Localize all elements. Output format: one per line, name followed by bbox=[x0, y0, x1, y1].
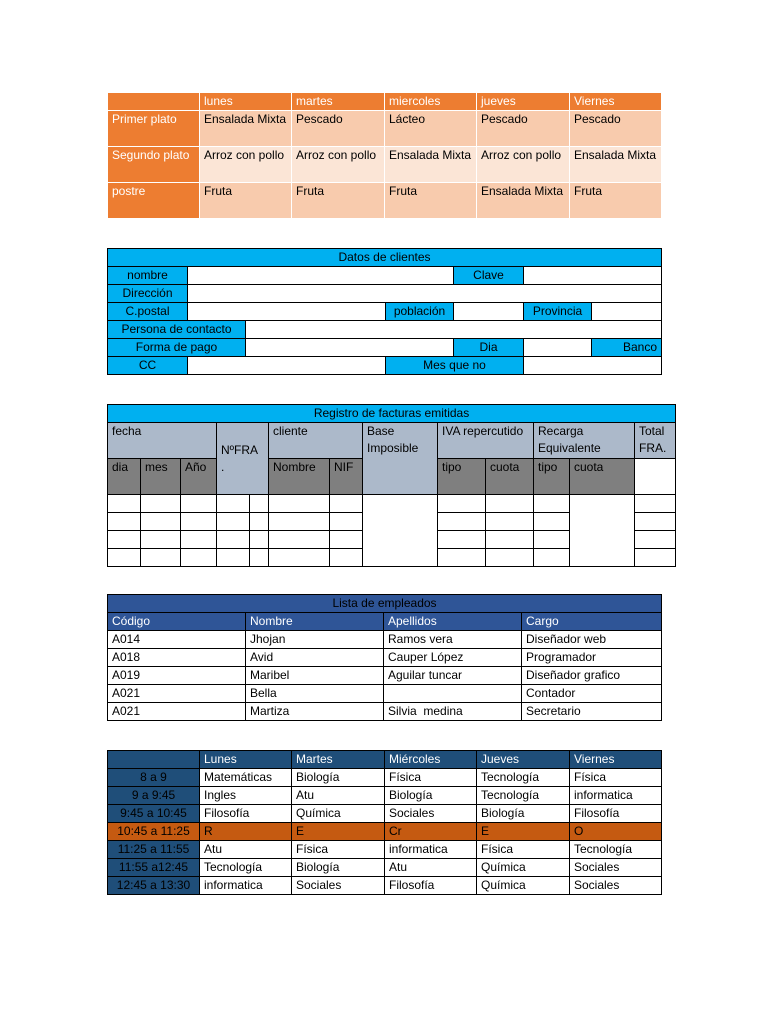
schedule-day-header: Martes bbox=[292, 751, 385, 769]
table-row bbox=[108, 787, 662, 805]
schedule-day-header: Miércoles bbox=[385, 751, 477, 769]
menu-row bbox=[108, 147, 662, 183]
cell[interactable] bbox=[141, 549, 181, 567]
employee-role: Contador bbox=[522, 685, 662, 703]
clients-banco-label: Banco bbox=[592, 339, 662, 357]
invoices-recarga-header: Recarga Equivalente bbox=[534, 423, 635, 459]
schedule-cell: Química bbox=[477, 877, 570, 895]
cell[interactable] bbox=[330, 549, 363, 567]
schedule-cell: Física bbox=[477, 841, 570, 859]
cell[interactable] bbox=[486, 531, 534, 549]
menu-cell: Lácteo bbox=[385, 111, 477, 147]
menu-cell: Arroz con pollo bbox=[200, 147, 292, 183]
cell[interactable] bbox=[438, 531, 486, 549]
menu-day-header: lunes bbox=[200, 93, 292, 111]
clients-nombre-field[interactable] bbox=[188, 267, 454, 285]
employee-surname: Aguilar tuncar bbox=[384, 667, 522, 685]
cell[interactable] bbox=[217, 549, 250, 567]
schedule-time: 12:45 a 13:30 bbox=[108, 877, 200, 895]
clients-provincia-label: Provincia bbox=[524, 303, 592, 321]
table-row bbox=[108, 859, 662, 877]
schedule-cell: E bbox=[292, 823, 385, 841]
schedule-cell: Filosofía bbox=[200, 805, 292, 823]
invoices-recarga-cuota-cell[interactable] bbox=[570, 495, 635, 567]
schedule-corner bbox=[108, 751, 200, 769]
menu-cell: Ensalada Mixta bbox=[385, 147, 477, 183]
table-row-break bbox=[108, 823, 662, 841]
schedule-cell: informatica bbox=[570, 787, 662, 805]
clients-cc-field[interactable] bbox=[188, 357, 386, 375]
employee-code: A018 bbox=[108, 649, 246, 667]
schedule-cell: Tecnología bbox=[570, 841, 662, 859]
cell[interactable] bbox=[486, 495, 534, 513]
cell[interactable] bbox=[438, 549, 486, 567]
cell[interactable] bbox=[269, 513, 330, 531]
schedule-cell: Biología bbox=[385, 787, 477, 805]
menu-row bbox=[108, 111, 662, 147]
clients-contacto-label: Persona de contacto bbox=[108, 321, 246, 339]
clients-nombre-label: nombre bbox=[108, 267, 188, 285]
employee-name: Bella bbox=[246, 685, 384, 703]
clients-contacto-field[interactable] bbox=[246, 321, 662, 339]
table-row bbox=[108, 667, 662, 685]
clients-dia-field[interactable] bbox=[524, 339, 592, 357]
table-row bbox=[108, 631, 662, 649]
cell[interactable] bbox=[181, 549, 217, 567]
employees-table bbox=[107, 594, 662, 721]
schedule-cell: R bbox=[200, 823, 292, 841]
employee-role: Secretario bbox=[522, 703, 662, 721]
menu-day-header: martes bbox=[292, 93, 385, 111]
table-row bbox=[108, 703, 662, 721]
cell[interactable] bbox=[486, 549, 534, 567]
clients-direccion-label: Dirección bbox=[108, 285, 188, 303]
clients-poblacion-field[interactable] bbox=[454, 303, 524, 321]
employee-name: Maribel bbox=[246, 667, 384, 685]
invoices-anio-header: Año bbox=[181, 459, 217, 495]
schedule-cell: Matemáticas bbox=[200, 769, 292, 787]
cell[interactable] bbox=[217, 495, 250, 513]
table-row bbox=[108, 685, 662, 703]
menu-cell: Arroz con pollo bbox=[477, 147, 570, 183]
invoices-iva-header: IVA repercutido bbox=[438, 423, 534, 459]
employee-surname: Silvia medina bbox=[384, 703, 522, 721]
menu-header-row bbox=[108, 93, 662, 111]
menu-day-header: jueves bbox=[477, 93, 570, 111]
invoices-nombre-header: Nombre bbox=[269, 459, 330, 495]
cell[interactable] bbox=[141, 531, 181, 549]
employee-name: Jhojan bbox=[246, 631, 384, 649]
schedule-cell: Biología bbox=[292, 769, 385, 787]
cell[interactable] bbox=[269, 531, 330, 549]
schedule-cell: Sociales bbox=[385, 805, 477, 823]
schedule-cell: Química bbox=[477, 859, 570, 877]
menu-cell: Ensalada Mixta bbox=[570, 147, 662, 183]
cell[interactable] bbox=[181, 495, 217, 513]
employee-role: Diseñador grafico bbox=[522, 667, 662, 685]
schedule-cell: Filosofía bbox=[570, 805, 662, 823]
employee-name: Martiza bbox=[246, 703, 384, 721]
cell[interactable] bbox=[534, 495, 570, 513]
schedule-cell: Atu bbox=[200, 841, 292, 859]
cell[interactable] bbox=[534, 549, 570, 567]
menu-cell: Pescado bbox=[570, 111, 662, 147]
schedule-cell: Física bbox=[570, 769, 662, 787]
schedule-cell: Biología bbox=[292, 859, 385, 877]
menu-cell: Pescado bbox=[477, 111, 570, 147]
cell[interactable] bbox=[438, 513, 486, 531]
cell[interactable] bbox=[108, 513, 141, 531]
invoices-total-cell[interactable] bbox=[635, 459, 676, 495]
employee-role: Diseñador web bbox=[522, 631, 662, 649]
employee-code: A014 bbox=[108, 631, 246, 649]
schedule-cell: Tecnología bbox=[200, 859, 292, 877]
clients-mes-label: Mes que no bbox=[386, 357, 524, 375]
clients-mes-field[interactable] bbox=[524, 357, 662, 375]
menu-day-header: miercoles bbox=[385, 93, 477, 111]
invoices-mes-header: mes bbox=[141, 459, 181, 495]
menu-cell: Fruta bbox=[570, 183, 662, 219]
clients-cpostal-field[interactable] bbox=[188, 303, 386, 321]
schedule-cell: informatica bbox=[385, 841, 477, 859]
cell[interactable] bbox=[534, 531, 570, 549]
cell[interactable] bbox=[486, 513, 534, 531]
schedule-time: 9 a 9:45 bbox=[108, 787, 200, 805]
clients-table bbox=[107, 248, 662, 375]
cell[interactable] bbox=[141, 495, 181, 513]
cell[interactable] bbox=[330, 495, 363, 513]
table-row bbox=[108, 841, 662, 859]
schedule-day-header: Lunes bbox=[200, 751, 292, 769]
employee-code: A019 bbox=[108, 667, 246, 685]
schedule-cell: Cr bbox=[385, 823, 477, 841]
schedule-day-header: Viernes bbox=[570, 751, 662, 769]
cell[interactable] bbox=[269, 549, 330, 567]
invoices-fecha-header: fecha bbox=[108, 423, 217, 459]
schedule-time: 11:55 a12:45 bbox=[108, 859, 200, 877]
cell[interactable] bbox=[108, 531, 141, 549]
invoices-tipo-header: tipo bbox=[534, 459, 570, 495]
menu-cell: Fruta bbox=[200, 183, 292, 219]
menu-cell: Fruta bbox=[385, 183, 477, 219]
employees-header: Nombre bbox=[246, 613, 384, 631]
employees-title: Lista de empleados bbox=[108, 595, 662, 613]
menu-cell: Ensalada Mixta bbox=[200, 111, 292, 147]
cell[interactable] bbox=[250, 549, 269, 567]
menu-row-label: Segundo plato bbox=[108, 147, 200, 183]
cell[interactable] bbox=[108, 549, 141, 567]
menu-cell: Fruta bbox=[292, 183, 385, 219]
clients-cc-label: CC bbox=[108, 357, 188, 375]
cell[interactable] bbox=[141, 513, 181, 531]
clients-title: Datos de clientes bbox=[108, 249, 662, 267]
cell[interactable] bbox=[438, 495, 486, 513]
menu-row-label: Primer plato bbox=[108, 111, 200, 147]
clients-forma-pago-label: Forma de pago bbox=[108, 339, 246, 357]
cell[interactable] bbox=[330, 531, 363, 549]
invoices-nfra-header: NºFRA . bbox=[217, 423, 269, 495]
table-row bbox=[108, 877, 662, 895]
cell[interactable] bbox=[250, 531, 269, 549]
employee-surname: Cauper López bbox=[384, 649, 522, 667]
invoices-nif-header: NIF bbox=[330, 459, 363, 495]
cell[interactable] bbox=[635, 549, 676, 567]
schedule-cell: Tecnología bbox=[477, 787, 570, 805]
invoices-base-header: Base Imposible bbox=[363, 423, 438, 495]
schedule-cell: Sociales bbox=[292, 877, 385, 895]
menu-cell: Ensalada Mixta bbox=[477, 183, 570, 219]
schedule-cell: Ingles bbox=[200, 787, 292, 805]
clients-forma-pago-field[interactable] bbox=[246, 339, 454, 357]
schedule-day-header: Jueves bbox=[477, 751, 570, 769]
menu-cell: Arroz con pollo bbox=[292, 147, 385, 183]
invoices-dia-header: dia bbox=[108, 459, 141, 495]
clients-clave-label: Clave bbox=[454, 267, 524, 285]
schedule-cell: informatica bbox=[200, 877, 292, 895]
employee-surname bbox=[384, 685, 522, 703]
menu-table bbox=[107, 92, 662, 219]
schedule-cell: Sociales bbox=[570, 877, 662, 895]
employees-header: Apellidos bbox=[384, 613, 522, 631]
cell[interactable] bbox=[250, 513, 269, 531]
cell[interactable] bbox=[108, 495, 141, 513]
clients-cpostal-label: C.postal bbox=[108, 303, 188, 321]
table-row bbox=[108, 805, 662, 823]
cell[interactable] bbox=[635, 513, 676, 531]
schedule-time: 9:45 a 10:45 bbox=[108, 805, 200, 823]
menu-corner bbox=[108, 93, 200, 111]
employee-code: A021 bbox=[108, 703, 246, 721]
invoices-cuota-header: cuota bbox=[486, 459, 534, 495]
schedule-cell: O bbox=[570, 823, 662, 841]
cell[interactable] bbox=[181, 513, 217, 531]
invoices-table bbox=[107, 404, 676, 567]
schedule-cell: Atu bbox=[385, 859, 477, 877]
schedule-cell: Atu bbox=[292, 787, 385, 805]
schedule-cell: Tecnología bbox=[477, 769, 570, 787]
clients-dia-label: Dia bbox=[454, 339, 524, 357]
schedule-time: 8 a 9 bbox=[108, 769, 200, 787]
table-row bbox=[108, 769, 662, 787]
employees-header: Cargo bbox=[522, 613, 662, 631]
invoices-row bbox=[108, 495, 676, 513]
schedule-time: 11:25 a 11:55 bbox=[108, 841, 200, 859]
schedule-table bbox=[107, 750, 662, 895]
menu-cell: Pescado bbox=[292, 111, 385, 147]
cell[interactable] bbox=[635, 495, 676, 513]
invoices-base-cell[interactable] bbox=[363, 495, 438, 567]
clients-direccion-field[interactable] bbox=[188, 285, 662, 303]
schedule-cell: Biología bbox=[477, 805, 570, 823]
cell[interactable] bbox=[635, 531, 676, 549]
employees-header: Código bbox=[108, 613, 246, 631]
table-row bbox=[108, 649, 662, 667]
invoices-cliente-header: cliente bbox=[269, 423, 363, 459]
invoices-title: Registro de facturas emitidas bbox=[108, 405, 676, 423]
invoices-tipo-header: tipo bbox=[438, 459, 486, 495]
menu-row-label: postre bbox=[108, 183, 200, 219]
invoices-cuota-header: cuota bbox=[570, 459, 635, 495]
schedule-cell: Física bbox=[292, 841, 385, 859]
menu-row bbox=[108, 183, 662, 219]
schedule-cell: Física bbox=[385, 769, 477, 787]
menu-day-header: Viernes bbox=[570, 93, 662, 111]
cell[interactable] bbox=[181, 531, 217, 549]
schedule-cell: Filosofía bbox=[385, 877, 477, 895]
clients-poblacion-label: población bbox=[386, 303, 454, 321]
schedule-cell: Química bbox=[292, 805, 385, 823]
invoices-total-header: Total FRA. bbox=[635, 423, 676, 459]
clients-provincia-field[interactable] bbox=[592, 303, 662, 321]
cell[interactable] bbox=[534, 513, 570, 531]
employee-surname: Ramos vera bbox=[384, 631, 522, 649]
cell[interactable] bbox=[250, 495, 269, 513]
employee-name: Avid bbox=[246, 649, 384, 667]
schedule-time: 10:45 a 11:25 bbox=[108, 823, 200, 841]
employee-code: A021 bbox=[108, 685, 246, 703]
cell[interactable] bbox=[217, 513, 250, 531]
cell[interactable] bbox=[330, 513, 363, 531]
cell[interactable] bbox=[217, 531, 250, 549]
schedule-cell: E bbox=[477, 823, 570, 841]
clients-clave-field[interactable] bbox=[524, 267, 662, 285]
schedule-cell: Sociales bbox=[570, 859, 662, 877]
cell[interactable] bbox=[269, 495, 330, 513]
employee-role: Programador bbox=[522, 649, 662, 667]
